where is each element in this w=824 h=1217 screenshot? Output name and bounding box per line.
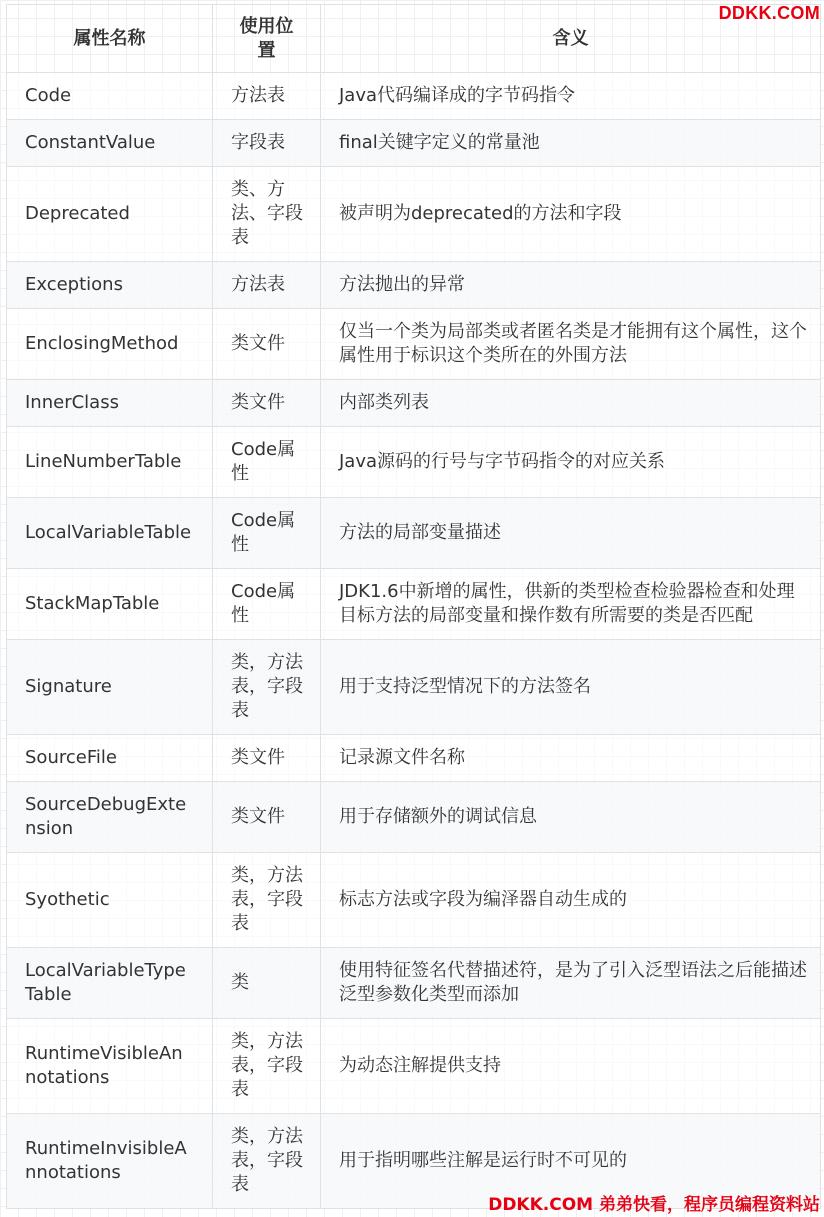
table-row: [7, 948, 821, 1019]
table-row: [7, 167, 821, 262]
meaning-cell: 记录源文件名称: [321, 735, 821, 782]
meaning-cell: 用于支持泛型情况下的方法签名: [321, 640, 821, 735]
table-row: [7, 640, 821, 735]
usage-location-cell: 类，方法表，字段表: [213, 1114, 321, 1209]
header-attribute-name: 属性名称: [7, 5, 213, 73]
usage-location-cell: Code属性: [213, 498, 321, 569]
header-usage-location: 使用位置: [213, 5, 321, 73]
table-row: [7, 853, 821, 948]
attribute-name-cell: SourceDebugExtension: [7, 782, 213, 853]
usage-location-cell: Code属性: [213, 569, 321, 640]
meaning-cell: JDK1.6中新增的属性，供新的类型检查检验器检查和处理目标方法的局部变量和操作数有所需要的类是否匹配: [321, 569, 821, 640]
attribute-name-cell: Deprecated: [7, 167, 213, 262]
usage-location-cell: 方法表: [213, 262, 321, 309]
attribute-name-cell: LocalVariableTypeTable: [7, 948, 213, 1019]
meaning-cell: 标志方法或字段为编泽器自动生成的: [321, 853, 821, 948]
meaning-cell: 内部类列表: [321, 380, 821, 427]
table-row: [7, 782, 821, 853]
table-row: [7, 262, 821, 309]
usage-location-cell: Code属性: [213, 427, 321, 498]
table-row: [7, 427, 821, 498]
usage-location-cell: 类文件: [213, 309, 321, 380]
attribute-name-cell: EnclosingMethod: [7, 309, 213, 380]
attribute-name-cell: RuntimeInvisibleAnnotations: [7, 1114, 213, 1209]
watermark-top: DDKK.COM: [718, 3, 820, 23]
table-row: [7, 569, 821, 640]
attribute-name-cell: Signature: [7, 640, 213, 735]
table-row: [7, 498, 821, 569]
usage-location-cell: 类文件: [213, 380, 321, 427]
meaning-cell: 方法抛出的异常: [321, 262, 821, 309]
attribute-name-cell: InnerClass: [7, 380, 213, 427]
meaning-cell: 用于存储额外的调试信息: [321, 782, 821, 853]
attribute-name-cell: StackMapTable: [7, 569, 213, 640]
table-row: [7, 1019, 821, 1114]
attribute-name-cell: Code: [7, 73, 213, 120]
meaning-cell: final关键字定义的常量池: [321, 120, 821, 167]
header-meaning: 含义: [321, 5, 821, 73]
attribute-name-cell: SourceFile: [7, 735, 213, 782]
attribute-name-cell: ConstantValue: [7, 120, 213, 167]
usage-location-cell: 类，方法表，字段表: [213, 1019, 321, 1114]
usage-location-cell: 类文件: [213, 782, 321, 853]
usage-location-cell: 类、方法、字段表: [213, 167, 321, 262]
usage-location-cell: 类，方法表，字段表: [213, 640, 321, 735]
meaning-cell: 方法的局部变量描述: [321, 498, 821, 569]
attribute-name-cell: RuntimeVisibleAnnotations: [7, 1019, 213, 1114]
watermark-bottom: DDKK.COM 弟弟快看，程序员编程资料站: [488, 1195, 820, 1215]
attribute-name-cell: Exceptions: [7, 262, 213, 309]
meaning-cell: Java代码编译成的字节码指令: [321, 73, 821, 120]
usage-location-cell: 类: [213, 948, 321, 1019]
table-header-row: [7, 5, 821, 73]
table-row: [7, 309, 821, 380]
attribute-table-container: [6, 4, 820, 1209]
table-row: [7, 380, 821, 427]
class-attribute-table: [6, 4, 821, 1209]
attribute-name-cell: LineNumberTable: [7, 427, 213, 498]
table-row: [7, 735, 821, 782]
meaning-cell: 仅当一个类为局部类或者匿名类是才能拥有这个属性，这个属性用于标识这个类所在的外围方法: [321, 309, 821, 380]
meaning-cell: 为动态注解提供支持: [321, 1019, 821, 1114]
attribute-name-cell: Syothetic: [7, 853, 213, 948]
usage-location-cell: 类文件: [213, 735, 321, 782]
usage-location-cell: 类，方法表，字段表: [213, 853, 321, 948]
table-row: [7, 73, 821, 120]
meaning-cell: Java源码的行号与字节码指令的对应关系: [321, 427, 821, 498]
meaning-cell: 用于指明哪些注解是运行时不可见的: [321, 1114, 821, 1209]
meaning-cell: 被声明为deprecated的方法和字段: [321, 167, 821, 262]
meaning-cell: 使用特征签名代替描述符，是为了引入泛型语法之后能描述泛型参数化类型而添加: [321, 948, 821, 1019]
usage-location-cell: 字段表: [213, 120, 321, 167]
attribute-name-cell: LocalVariableTable: [7, 498, 213, 569]
usage-location-cell: 方法表: [213, 73, 321, 120]
table-row: [7, 120, 821, 167]
